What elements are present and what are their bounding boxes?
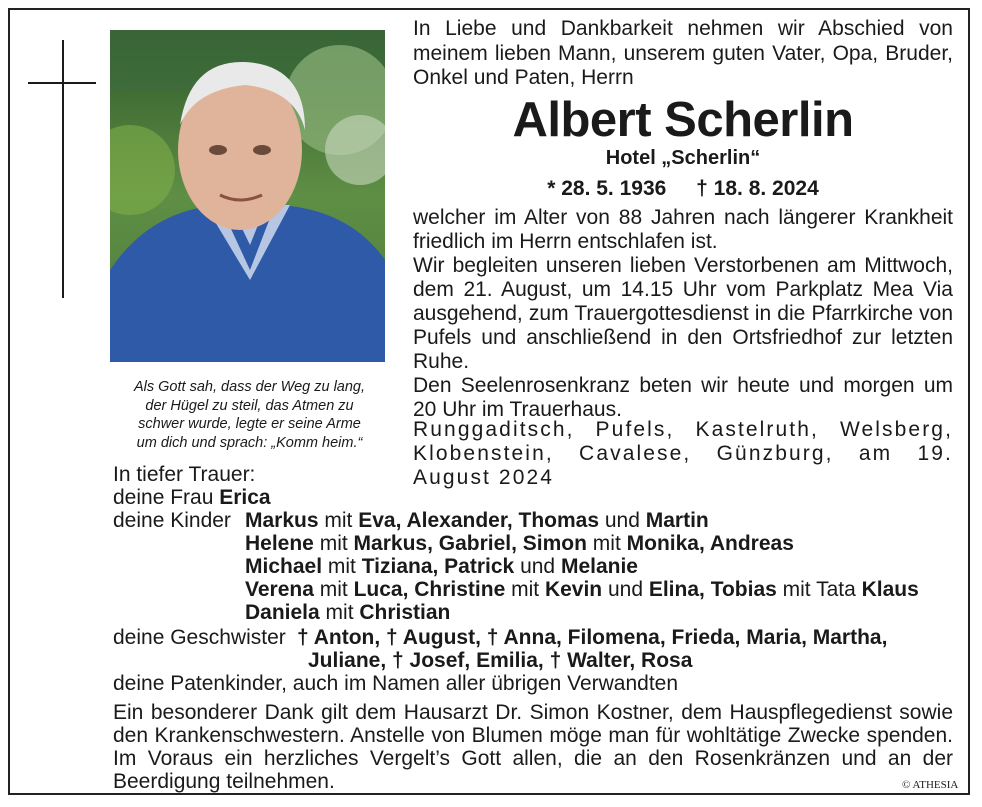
announcement-text bbox=[413, 206, 953, 422]
family-member-name: Klaus bbox=[861, 578, 919, 601]
connector-text: mit bbox=[322, 555, 362, 578]
family-member-name: Eva, Alexander, Thomas bbox=[358, 509, 600, 532]
children-line bbox=[245, 601, 450, 625]
children-line bbox=[245, 555, 638, 579]
godchildren-line: deine Patenkinder, auch im Namen aller übrigen Verwandten bbox=[113, 672, 679, 695]
mourning-intro: In tiefer Trauer: bbox=[113, 463, 256, 486]
paragraph-age: welcher im Alter von 88 Jahren nach längerer Krankheit friedlich im Herrn entschlafen ist. bbox=[413, 206, 953, 253]
family-member-name: Kevin bbox=[544, 578, 603, 601]
connector-text: und bbox=[514, 555, 561, 578]
family-member-name: Michael bbox=[245, 555, 323, 578]
connector-text: mit bbox=[319, 601, 360, 624]
deceased-name: Albert Scherlin bbox=[512, 93, 854, 147]
siblings-prefix: deine Geschwister bbox=[113, 626, 286, 649]
wife-name: Erica bbox=[219, 486, 271, 509]
family-member-name: Elina, Tobias bbox=[648, 578, 777, 601]
family-member-name: Monika, Andreas bbox=[626, 532, 794, 555]
family-member-name: Christian bbox=[359, 601, 451, 624]
connector-text: mit bbox=[586, 532, 627, 555]
family-member-name: Melanie bbox=[560, 555, 638, 578]
paragraph-rosary: Den Seelenrosenkranz beten wir heute und morgen um 20 Uhr im Trauerhaus. bbox=[413, 374, 953, 421]
siblings-line-2: Juliane, † Josef, Emilia, † Walter, Rosa bbox=[308, 649, 693, 672]
connector-text: mit bbox=[318, 509, 359, 532]
children-prefix: deine Kinder bbox=[113, 509, 231, 532]
connector-text: und bbox=[602, 578, 649, 601]
cross-icon bbox=[62, 40, 64, 298]
family-member-name: Helene bbox=[245, 532, 314, 555]
family-member-name: Verena bbox=[245, 578, 314, 601]
family-member-name: Markus, Gabriel, Simon bbox=[353, 532, 587, 555]
children-line bbox=[245, 509, 709, 533]
siblings-line-1: † Anton, † August, † Anna, Filomena, Frieda, Maria, Martha, bbox=[297, 626, 888, 649]
death-date: † 18. 8. 2024 bbox=[696, 177, 819, 200]
poem: Als Gott sah, dass der Weg zu lang, der Hügel zu steil, das Atmen zu schwer wurde, legte er seine Arme um dich und sprach: „Komm heim.“ bbox=[133, 379, 366, 451]
connector-text: und bbox=[599, 509, 646, 532]
birth-date: * 28. 5. 1936 bbox=[547, 177, 667, 200]
children-line bbox=[245, 578, 919, 602]
children-line bbox=[245, 532, 794, 556]
portrait-illustration bbox=[110, 30, 385, 362]
paragraph-funeral: Wir begleiten unseren lieben Verstorbenen am Mittwoch, dem 21. August, um 14.15 Uhr vom Parkplatz Mea Via ausgehend, zum Trauergottesdienst in die Pfarrkirche von Pufels und anschließend in den Ortsfriedhof zur letzten Ruhe. bbox=[413, 254, 953, 373]
connector-text: mit bbox=[313, 578, 354, 601]
intro-text: In Liebe und Dankbarkeit nehmen wir Abschied von meinem lieben Mann, unserem guten Vater, Opa, Bruder, Onkel und Paten, Herrn bbox=[413, 17, 953, 89]
places-date: Runggaditsch, Pufels, Kastelruth, Welsberg, Klobenstein, Cavalese, Günzburg, am 19. August 2024 bbox=[413, 418, 953, 489]
connector-text: mit Tata bbox=[776, 578, 862, 601]
portrait-photo bbox=[110, 30, 385, 362]
copyright: © ATHESIA bbox=[902, 779, 959, 791]
family-member-name: Daniela bbox=[245, 601, 320, 624]
cross-icon-bar bbox=[28, 82, 96, 84]
family-member-name: Martin bbox=[645, 509, 709, 532]
life-dates bbox=[413, 176, 953, 202]
thanks-text: Ein besonderer Dank gilt dem Hausarzt Dr. Simon Kostner, dem Hauspflegedienst sowie den Krankenschwestern. Anstelle von Blumen möge man für wohltätige Zwecke spenden. Im Voraus ein herzliches Vergelt’s Gott allen, die an den Rosenkränzen und an der Beerdigung teilnehmen. bbox=[113, 701, 953, 793]
wife-prefix: deine Frau bbox=[113, 486, 220, 509]
family-member-name: Tiziana, Patrick bbox=[361, 555, 515, 578]
family-member-name: Luca, Christine bbox=[353, 578, 506, 601]
connector-text: mit bbox=[505, 578, 545, 601]
connector-text: mit bbox=[313, 532, 354, 555]
hotel-name: Hotel „Scherlin“ bbox=[605, 147, 761, 169]
wife-line bbox=[113, 486, 271, 510]
family-member-name: Markus bbox=[245, 509, 319, 532]
